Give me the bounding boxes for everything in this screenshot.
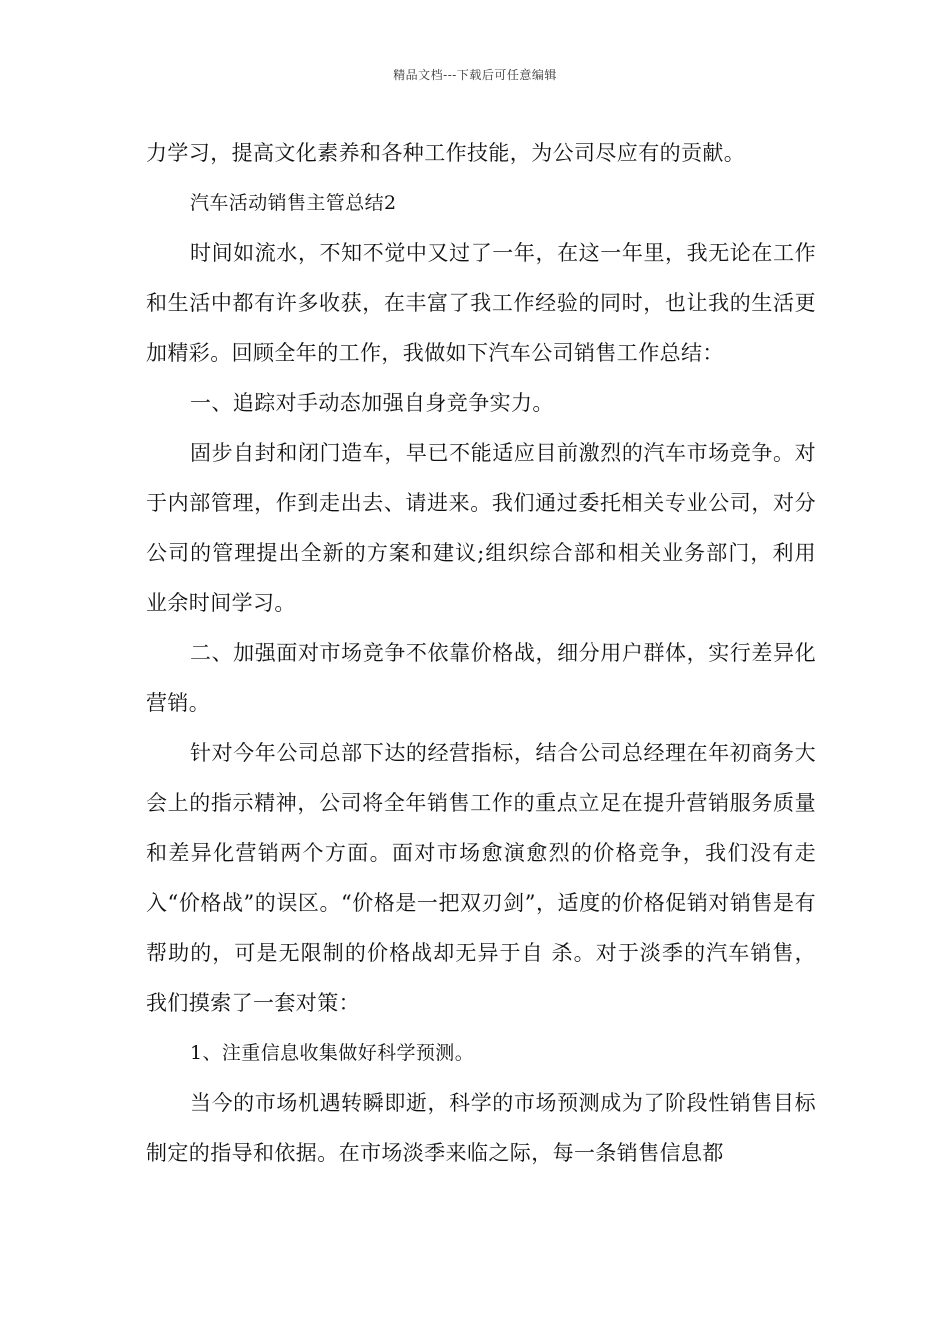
section-title: 汽车活动销售主管总结2 <box>190 192 397 214</box>
document-body <box>146 128 816 1178</box>
page-header: 精品文档---下载后可任意编辑 <box>393 68 557 82</box>
paragraph-subpoint-one: 1、注重信息收集做好科学预测。 <box>190 1042 475 1064</box>
paragraph-management: 固步自封和闭门造车，早已不能适应目前激烈的汽车市场竞争。对于内部管理，作到走出去、请进来。我们通过委托相关专业公司，对分公司的管理提出全新的方案和建议;组织综合部和相关业务部门，利用业余时间学习。 <box>146 441 816 615</box>
paragraph-intro: 时间如流水，不知不觉中又过了一年，在这一年里，我无论在工作和生活中都有许多收获，在丰富了我工作经验的同时，也让我的生活更加精彩。回顾全年的工作，我做如下汽车公司销售工作总结： <box>146 241 816 365</box>
paragraph-point-one: 一、追踪对手动态加强自身竞争实力。 <box>190 391 554 415</box>
paragraph-forecast: 当今的市场机遇转瞬即逝，科学的市场预测成为了阶段性销售目标制定的指导和依据。在市场淡季来临之际，每一条销售信息都 <box>146 1091 816 1165</box>
paragraph-point-two: 二、加强面对市场竞争不依靠价格战，细分用户群体，实行差异化营销。 <box>146 641 816 715</box>
paragraph-continuation: 力学习，提高文化素养和各种工作技能，为公司尽应有的贡献。 <box>146 141 746 165</box>
paragraph-strategy: 针对今年公司总部下达的经营指标，结合公司总经理在年初商务大会上的指示精神，公司将全年销售工作的重点立足在提升营销服务质量和差异化营销两个方面。面对市场愈演愈烈的价格竞争，我们没有走入“价格战”的误区。“价格是一把双刃剑”，适度的价格促销对销售是有帮助的，可是无限制的价格战却无异于自 杀。对于淡季的汽车销售，我们摸索了一套对策： <box>146 741 816 1015</box>
